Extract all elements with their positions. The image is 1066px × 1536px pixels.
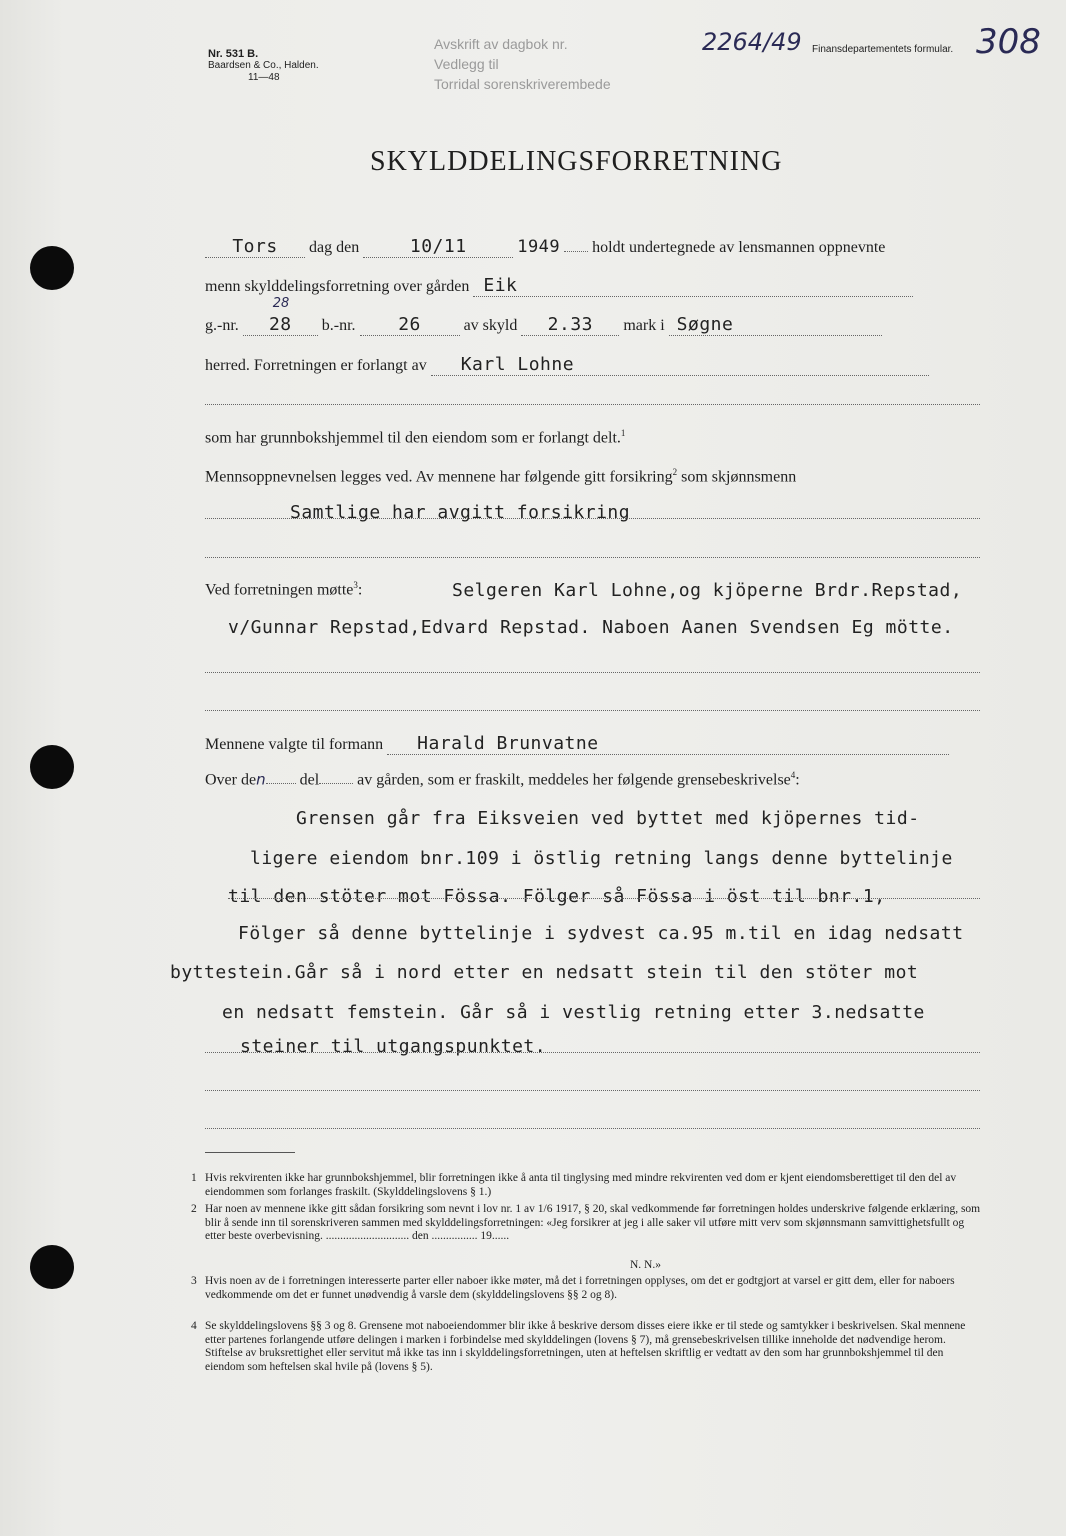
footnote-1: [191, 1172, 983, 1199]
footnote-ref: 4: [790, 770, 796, 780]
footnote-separator: [205, 1152, 295, 1153]
form-source: Finansdepartementets formular.: [812, 44, 954, 55]
label-motte: Ved forretningen møtte: [205, 581, 354, 599]
label-skyld: av skyld: [463, 317, 518, 334]
label-formann: Mennene valgte til formann: [205, 736, 384, 753]
footnote-2: [191, 1203, 983, 1244]
footnote-text: Hvis rekvirenten ikke har grunnbokshjemmel, blir forretningen ikke å anta til tinglysing med mindre rekvirenten ved dom er kjent eiendomsberettiget til den del av eiendommen som forlanges fraskilt. (Skylddelingslovens § 1.): [205, 1172, 957, 1198]
folio-number: 308: [976, 22, 1041, 62]
gnr-correction: 28: [272, 296, 290, 311]
registry-stamp: [434, 34, 611, 94]
boundary-line-7: steiner til utgangspunktet.: [240, 1036, 547, 1057]
form-number: Nr. 531 B.: [208, 48, 259, 60]
footnote-ref: 3: [353, 580, 358, 590]
label-holdt: holdt undertegnede av lensmannen oppnevnte: [592, 239, 886, 256]
boundary-line-1: Grensen går fra Eiksveien ved byttet med kjöpernes tid-: [296, 808, 920, 829]
label-over-de: Over de: [205, 771, 257, 789]
blank-line: [205, 1090, 980, 1091]
blank-line: [205, 557, 980, 558]
boundary-line-6: en nedsatt femstein. Går så i vestlig retning etter 3.nedsatte: [222, 1002, 925, 1023]
label-skjonn: som skjønnsmenn: [681, 468, 797, 486]
label-mennsopp: Mennsoppnevnelsen legges ved. Av mennene har følgende gitt forsikring: [205, 468, 673, 486]
footnote-text: Se skylddelingslovens §§ 3 og 8. Grensene mot naboeiendommer blir ikke å beskrive dersom disses eiere ikke er til stede og samtykker i beskrivelsen. Skal mennene etter partenes forlangende utføre delingen i marken i forbindelse med skylddelingen (lovens § 7), må grensebeskrivelsen tillike inneholde det nødvendige herom. Stiftelse av bruksrettighet eller servitut må ikke tas inn i skylddelingsforretningen, uten at heftelsen skriftlig er vedtatt av den som har grunnbokshjemmel til den eiendom som heftelsen skal hvile på (lovens § 5).: [205, 1320, 966, 1373]
chairman-row: [205, 733, 949, 755]
stamp-line-3: Torridal sorenskriverembede: [434, 76, 611, 92]
skyld-value: 2.33: [547, 314, 594, 335]
blank-line: [205, 404, 980, 405]
label-mark: mark i: [623, 317, 665, 334]
boundary-line-4: Fölger så denne byttelinje i sydvest ca.95 m.til en idag nedsatt: [238, 923, 964, 944]
farm-value: Eik: [483, 275, 518, 296]
farm-row: [205, 275, 913, 297]
blank-line: [205, 518, 980, 519]
printer-name: Baardsen & Co., Halden.: [208, 60, 319, 71]
footnote-text: Har noen av mennene ikke gitt sådan forsikring som nevnt i lov nr. 1 av 1/6 1917, § 20, skal vedkommende før forretningen holdes underskrive følgende erklæring, som blir å sende inn til sorenskriveren sammen med skylddelingsforretningen: «Jeg forsikrer at jeg i alle saker vil utføre mitt verv som skjønnsmann samvittighetsfullt og etter beste overbevisning. ............................. den ................ 19......: [205, 1203, 981, 1242]
stamp-dagbok: dagbok nr.: [502, 36, 568, 52]
footnote-number: 1: [191, 1172, 197, 1184]
footnote-ref: 2: [672, 467, 678, 477]
year-value: 1949: [517, 237, 561, 257]
document-title: SKYLDDELINGSFORRETNING: [370, 146, 783, 177]
label-del: del: [299, 771, 320, 789]
boundary-line-5: byttestein.Går så i nord etter en nedsatt stein til den stöter mot: [170, 962, 919, 983]
label-menn: menn skylddelingsforretning over gården: [205, 278, 470, 295]
footnote-4: [191, 1320, 983, 1374]
date-value: 10/11: [409, 236, 467, 257]
boundary-line-2: ligere eiendom bnr.109 i östlig retning langs denne byttelinje: [250, 848, 953, 869]
property-row: [205, 296, 882, 336]
footnote-ref: 1: [620, 428, 626, 438]
footnote-signature: N. N.»: [630, 1259, 661, 1271]
label-herred: herred. Forretningen er forlangt av: [205, 357, 427, 374]
stamp-line-1: Avskrift av: [434, 36, 499, 52]
print-date: 11—48: [248, 72, 280, 83]
label-dag-den: dag den: [309, 239, 360, 256]
footnote-number: 4: [191, 1320, 197, 1332]
appointment-row: [205, 467, 796, 486]
attendees-line-2: v/Gunnar Repstad,Edvard Repstad. Naboen Aanen Svendsen Eg mötte.: [228, 617, 954, 638]
over-de-handwritten: n: [256, 770, 266, 789]
footnote-number: 3: [191, 1275, 197, 1287]
label-gardens: av gården, som er fraskilt, meddeles her følgende grensebeskrivelse: [357, 771, 791, 789]
gnr-value: 28: [268, 314, 292, 335]
date-row: [205, 236, 885, 258]
bnr-value: 26: [398, 314, 421, 335]
label-bnr: b.-nr.: [321, 317, 356, 334]
punch-hole-icon: [30, 246, 74, 290]
footnote-text: Hvis noen av de i forretningen interesserte parter eller naboer ikke møter, må det i forretningen opplyses, om det er godtgjort at varsel er gitt dem, eller for naboers vedkommende om det er funnet unødvendig å varsle dem (skylddelingslovens §§ 2 og 8).: [205, 1275, 955, 1301]
requester-value: Karl Lohne: [460, 354, 575, 375]
label-grunnbok: som har grunnbokshjemmel til den eiendom som er forlangt delt.: [205, 429, 621, 447]
attendees-line-1: Selgeren Karl Lohne,og kjöperne Brdr.Repstad,: [452, 580, 963, 601]
footnote-number: 2: [191, 1203, 197, 1215]
blank-line: [205, 672, 980, 673]
punch-hole-icon: [30, 745, 74, 789]
stamp-line-2: Vedlegg til: [434, 56, 499, 72]
attendance-row: Ved forretningen møtte$^3$:: [205, 580, 363, 599]
insurance-value: Samtlige har avgitt forsikring: [290, 502, 631, 523]
blank-line: [205, 1052, 980, 1053]
form-imprint: [208, 48, 319, 84]
blank-line: [205, 710, 980, 711]
requester-row: [205, 354, 929, 376]
punch-hole-icon: [30, 1245, 74, 1289]
footnote-3: [191, 1275, 983, 1302]
blank-line: [228, 898, 980, 899]
municipality-value: Søgne: [676, 314, 734, 335]
boundary-heading-row: Over den del av gården, som er fraskilt, meddeles her følgende grensebeskrivelse$^4$:: [205, 770, 800, 789]
title-basis-row: [205, 428, 625, 447]
label-gnr: g.-nr.: [205, 317, 239, 334]
chairman-value: Harald Brunvatne: [417, 733, 599, 754]
weekday-value: Tors: [232, 236, 278, 257]
case-number: 2264/49: [702, 28, 802, 56]
blank-line: [205, 1128, 980, 1129]
boundary-line-3: til den stöter mot Fössa. Fölger så Fössa i öst til bnr.1,: [228, 886, 886, 907]
